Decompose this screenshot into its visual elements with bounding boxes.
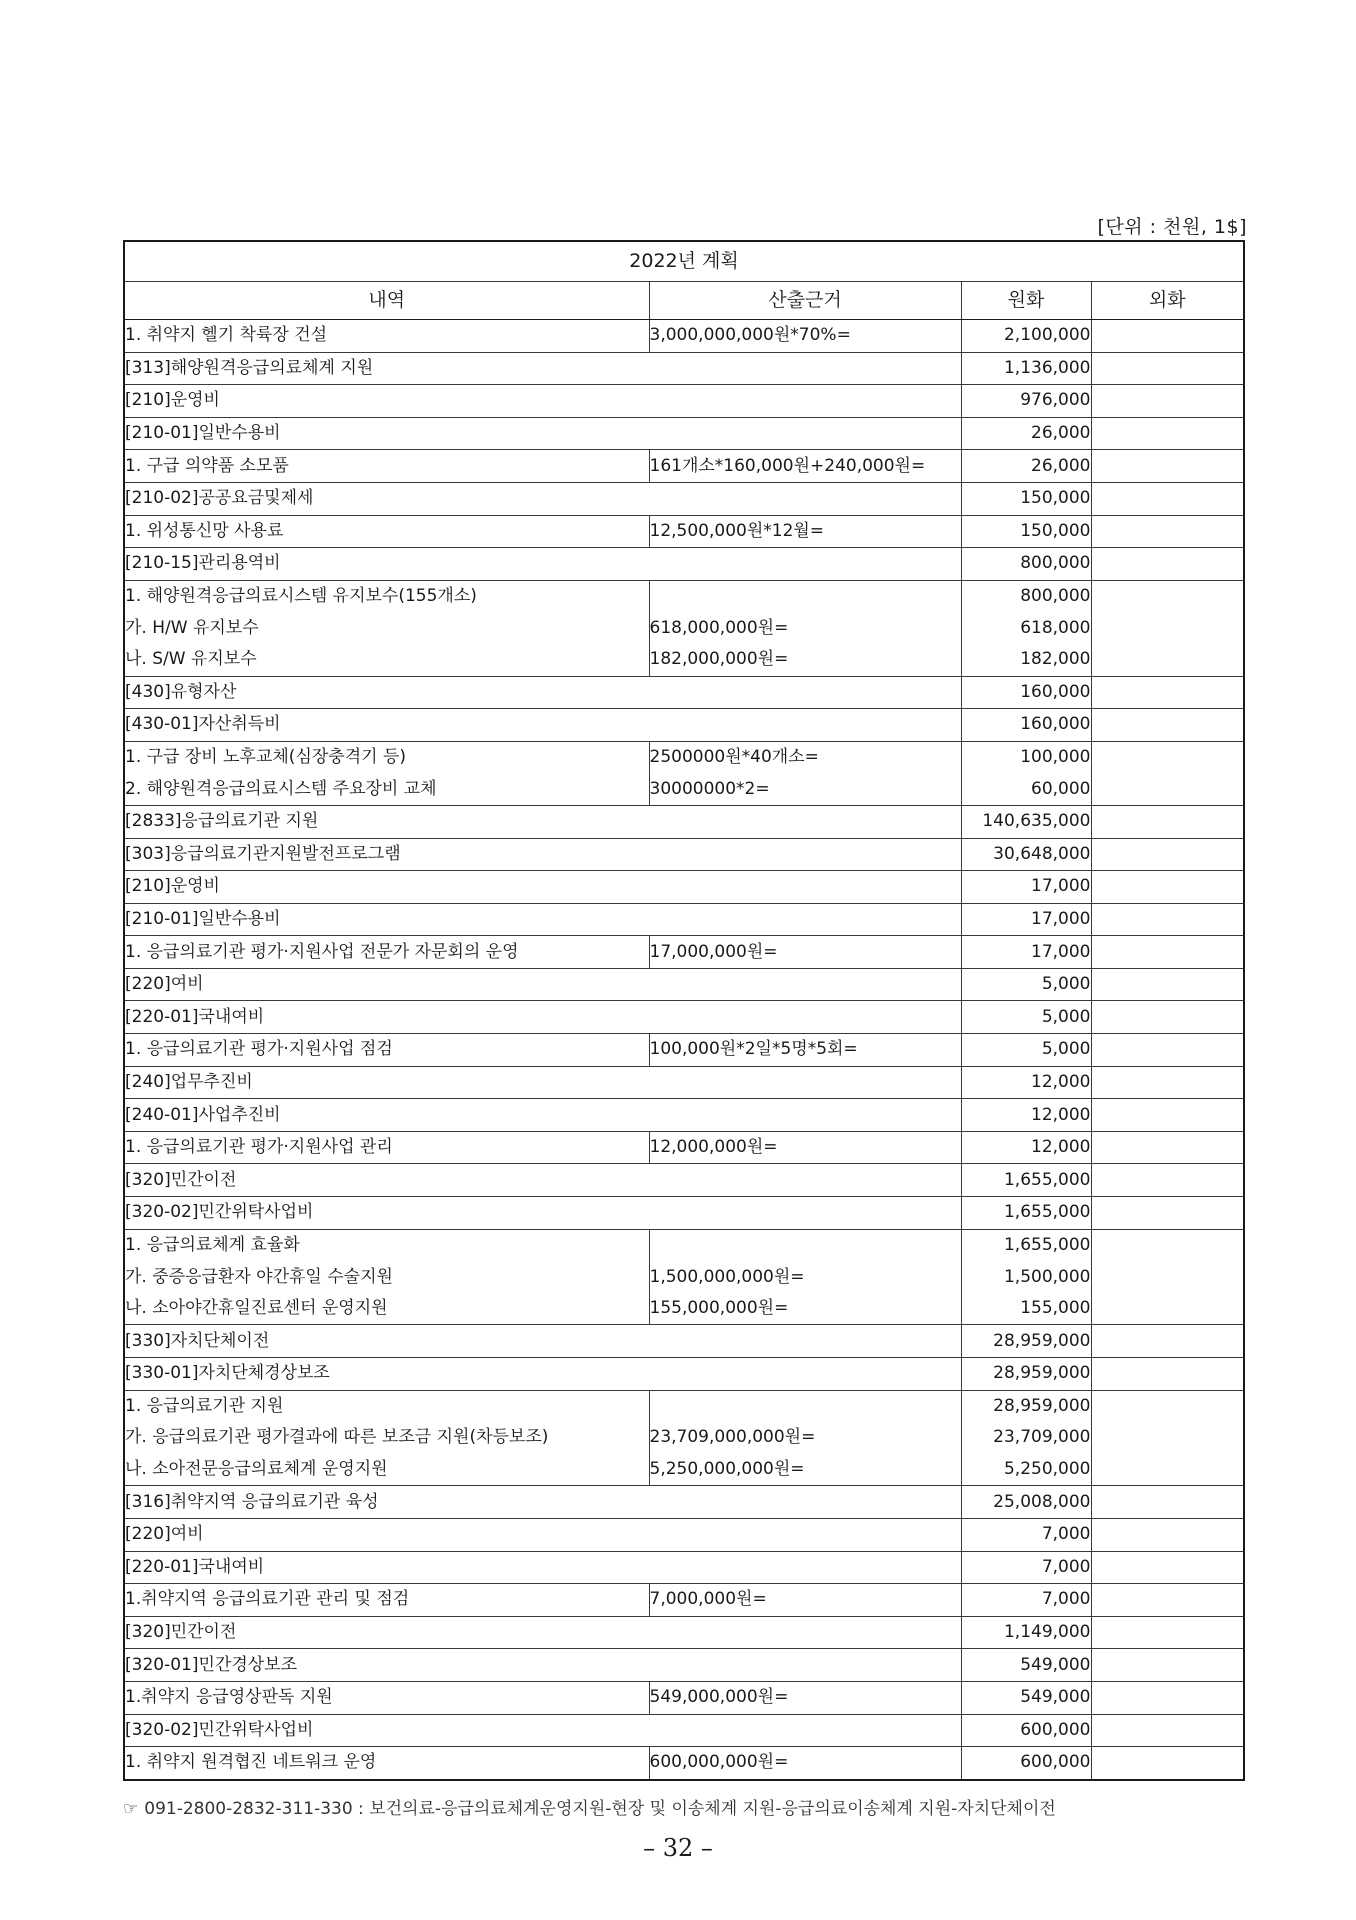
table-row (124, 1486, 1244, 1519)
cell-basis: 30000000*2= (649, 773, 961, 805)
cell-krw: 25,008,000 (961, 1486, 1091, 1519)
cell-krw: 26,000 (961, 417, 1091, 450)
header-krw: 원화 (961, 282, 1091, 320)
cell-krw: 23,709,000 (961, 1422, 1091, 1454)
cell-foreign (1091, 1164, 1244, 1197)
table-row (124, 320, 1244, 353)
cell-krw: 1,149,000 (961, 1616, 1091, 1649)
cell-krw: 7,000 (961, 1584, 1091, 1617)
cell-basis: 549,000,000원= (649, 1681, 961, 1714)
cell-desc: 가. 중증응급환자 야간휴일 수술지원 (124, 1261, 649, 1293)
cell-krw: 12,000 (961, 1099, 1091, 1132)
budget-table-body (124, 320, 1244, 1780)
cell-krw: 26,000 (961, 450, 1091, 483)
table-row (124, 741, 1244, 773)
cell-desc: [303]응급의료기관지원발전프로그램 (124, 838, 961, 871)
cell-desc: [330]자치단체이전 (124, 1325, 961, 1358)
cell-foreign (1091, 1358, 1244, 1391)
cell-desc: [220]여비 (124, 968, 961, 1001)
cell-krw: 600,000 (961, 1747, 1091, 1780)
cell-foreign (1091, 1261, 1244, 1293)
cell-desc: [220-01]국내여비 (124, 1551, 961, 1584)
cell-krw: 17,000 (961, 936, 1091, 969)
cell-krw: 155,000 (961, 1293, 1091, 1325)
table-row (124, 1099, 1244, 1132)
table-row (124, 1325, 1244, 1358)
cell-basis: 3,000,000,000원*70%= (649, 320, 961, 353)
cell-basis (649, 580, 961, 612)
table-row (124, 805, 1244, 838)
cell-foreign (1091, 1486, 1244, 1519)
header-basis: 산출근거 (649, 282, 961, 320)
cell-foreign (1091, 1229, 1244, 1261)
cell-basis (649, 1229, 961, 1261)
cell-desc: [240]업무추진비 (124, 1066, 961, 1099)
cell-krw: 1,655,000 (961, 1197, 1091, 1230)
cell-foreign (1091, 644, 1244, 676)
cell-foreign (1091, 1584, 1244, 1617)
cell-desc: 1. 구급 의약품 소모품 (124, 450, 649, 483)
table-row (124, 1454, 1244, 1486)
cell-desc: 가. 응급의료기관 평가결과에 따른 보조금 지원(차등보조) (124, 1422, 649, 1454)
cell-basis: 182,000,000원= (649, 644, 961, 676)
cell-desc: [313]해양원격응급의료체계 지원 (124, 352, 961, 385)
cell-desc: [430-01]자산취득비 (124, 709, 961, 742)
cell-krw: 17,000 (961, 903, 1091, 936)
header-desc: 내역 (124, 282, 649, 320)
cell-foreign (1091, 805, 1244, 838)
cell-basis: 100,000원*2일*5명*5회= (649, 1034, 961, 1067)
table-row (124, 1616, 1244, 1649)
table-row (124, 773, 1244, 805)
cell-foreign (1091, 1649, 1244, 1682)
cell-krw: 800,000 (961, 580, 1091, 612)
table-row (124, 548, 1244, 581)
cell-desc: 1. 취약지 헬기 착륙장 건설 (124, 320, 649, 353)
cell-desc: [220-01]국내여비 (124, 1001, 961, 1034)
cell-foreign (1091, 1518, 1244, 1551)
cell-desc: [320-02]민간위탁사업비 (124, 1197, 961, 1230)
cell-basis: 12,500,000원*12월= (649, 515, 961, 548)
cell-krw: 30,648,000 (961, 838, 1091, 871)
cell-krw: 150,000 (961, 482, 1091, 515)
table-row (124, 482, 1244, 515)
cell-krw: 549,000 (961, 1681, 1091, 1714)
table-row (124, 1714, 1244, 1747)
cell-desc: 1.취약지역 응급의료기관 관리 및 점검 (124, 1584, 649, 1617)
cell-foreign (1091, 580, 1244, 612)
cell-krw: 12,000 (961, 1066, 1091, 1099)
table-row (124, 1390, 1244, 1422)
cell-desc: [320-01]민간경상보조 (124, 1649, 961, 1682)
cell-foreign (1091, 1066, 1244, 1099)
table-row (124, 385, 1244, 418)
table-row (124, 871, 1244, 904)
table-row (124, 1001, 1244, 1034)
cell-foreign (1091, 1099, 1244, 1132)
cell-krw: 5,000 (961, 1001, 1091, 1034)
table-row (124, 1131, 1244, 1164)
cell-krw: 5,000 (961, 1034, 1091, 1067)
cell-desc: [330-01]자치단체경상보조 (124, 1358, 961, 1391)
table-row (124, 450, 1244, 483)
page-number: – 32 – (643, 1834, 713, 1862)
cell-desc: 1. 응급의료기관 평가·지원사업 점검 (124, 1034, 649, 1067)
cell-foreign (1091, 709, 1244, 742)
cell-basis: 2500000원*40개소= (649, 741, 961, 773)
pointing-hand-icon: ☞ (123, 1799, 139, 1819)
cell-desc: 나. 소아야간휴일진료센터 운영지원 (124, 1293, 649, 1325)
cell-desc: 가. H/W 유지보수 (124, 612, 649, 644)
cell-krw: 160,000 (961, 709, 1091, 742)
cell-desc: 1. 취약지 원격협진 네트워크 운영 (124, 1747, 649, 1780)
cell-desc: 1. 응급의료기관 지원 (124, 1390, 649, 1422)
cell-krw: 7,000 (961, 1518, 1091, 1551)
cell-desc: 1. 위성통신망 사용료 (124, 515, 649, 548)
cell-basis: 1,500,000,000원= (649, 1261, 961, 1293)
cell-krw: 160,000 (961, 676, 1091, 709)
cell-foreign (1091, 773, 1244, 805)
cell-desc: [210-15]관리용역비 (124, 548, 961, 581)
cell-krw: 1,136,000 (961, 352, 1091, 385)
cell-krw: 182,000 (961, 644, 1091, 676)
cell-foreign (1091, 1714, 1244, 1747)
cell-krw: 140,635,000 (961, 805, 1091, 838)
cell-foreign (1091, 741, 1244, 773)
table-row (124, 1584, 1244, 1617)
table-row (124, 709, 1244, 742)
cell-krw: 800,000 (961, 548, 1091, 581)
cell-foreign (1091, 1325, 1244, 1358)
cell-krw: 100,000 (961, 741, 1091, 773)
table-row (124, 903, 1244, 936)
cell-foreign (1091, 515, 1244, 548)
table-row (124, 1197, 1244, 1230)
cell-krw: 28,959,000 (961, 1325, 1091, 1358)
cell-krw: 28,959,000 (961, 1390, 1091, 1422)
cell-desc: [210]운영비 (124, 871, 961, 904)
cell-basis: 23,709,000,000원= (649, 1422, 961, 1454)
cell-krw: 976,000 (961, 385, 1091, 418)
cell-krw: 5,000 (961, 968, 1091, 1001)
budget-table (123, 240, 1245, 1781)
cell-foreign (1091, 676, 1244, 709)
table-row (124, 1229, 1244, 1261)
cell-foreign (1091, 1034, 1244, 1067)
cell-foreign (1091, 1293, 1244, 1325)
cell-foreign (1091, 1422, 1244, 1454)
cell-foreign (1091, 482, 1244, 515)
cell-desc: 나. 소아전문응급의료체계 운영지원 (124, 1454, 649, 1486)
cell-krw: 7,000 (961, 1551, 1091, 1584)
cell-foreign (1091, 1454, 1244, 1486)
cell-krw: 60,000 (961, 773, 1091, 805)
table-row (124, 838, 1244, 871)
cell-desc: [210-01]일반수용비 (124, 417, 961, 450)
table-row (124, 676, 1244, 709)
cell-basis: 7,000,000원= (649, 1584, 961, 1617)
cell-basis: 618,000,000원= (649, 612, 961, 644)
cell-desc: 1. 응급의료기관 평가·지원사업 전문가 자문회의 운영 (124, 936, 649, 969)
cell-desc: [320]민간이전 (124, 1164, 961, 1197)
cell-foreign (1091, 903, 1244, 936)
cell-foreign (1091, 1197, 1244, 1230)
cell-krw: 28,959,000 (961, 1358, 1091, 1391)
table-row (124, 1649, 1244, 1682)
cell-desc: 2. 해양원격응급의료시스템 주요장비 교체 (124, 773, 649, 805)
cell-foreign (1091, 450, 1244, 483)
cell-foreign (1091, 838, 1244, 871)
cell-krw: 1,655,000 (961, 1164, 1091, 1197)
cell-basis: 600,000,000원= (649, 1747, 961, 1780)
table-row (124, 352, 1244, 385)
cell-foreign (1091, 1616, 1244, 1649)
cell-desc: 1. 응급의료체계 효율화 (124, 1229, 649, 1261)
cell-krw: 618,000 (961, 612, 1091, 644)
table-row (124, 417, 1244, 450)
cell-desc: [320]민간이전 (124, 1616, 961, 1649)
table-row (124, 1066, 1244, 1099)
cell-krw: 600,000 (961, 1714, 1091, 1747)
cell-foreign (1091, 1551, 1244, 1584)
table-row (124, 644, 1244, 676)
table-row (124, 1681, 1244, 1714)
cell-desc: [320-02]민간위탁사업비 (124, 1714, 961, 1747)
table-row (124, 968, 1244, 1001)
cell-basis: 5,250,000,000원= (649, 1454, 961, 1486)
table-row (124, 1293, 1244, 1325)
cell-desc: [2833]응급의료기관 지원 (124, 805, 961, 838)
cell-krw: 2,100,000 (961, 320, 1091, 353)
cell-basis (649, 1390, 961, 1422)
cell-basis: 155,000,000원= (649, 1293, 961, 1325)
cell-desc: [220]여비 (124, 1518, 961, 1551)
cell-foreign (1091, 1390, 1244, 1422)
footnote-text: 091-2800-2832-311-330 : 보건의료-응급의료체계운영지원-현장 및 이송체계 지원-응급의료이송체계 지원-자치단체이전 (144, 1799, 1056, 1819)
cell-desc: [210-01]일반수용비 (124, 903, 961, 936)
table-title: 2022년 계획 (124, 241, 1244, 282)
cell-krw: 17,000 (961, 871, 1091, 904)
cell-foreign (1091, 968, 1244, 1001)
cell-foreign (1091, 871, 1244, 904)
table-row (124, 1551, 1244, 1584)
cell-foreign (1091, 1681, 1244, 1714)
cell-basis: 161개소*160,000원+240,000원= (649, 450, 961, 483)
table-row (124, 1747, 1244, 1780)
cell-foreign (1091, 385, 1244, 418)
unit-note: [단위 : 천원, 1$] (1097, 216, 1247, 238)
table-row (124, 515, 1244, 548)
cell-foreign (1091, 1131, 1244, 1164)
cell-basis: 17,000,000원= (649, 936, 961, 969)
cell-desc: 1. 구급 장비 노후교체(심장충격기 등) (124, 741, 649, 773)
cell-foreign (1091, 417, 1244, 450)
table-row (124, 1422, 1244, 1454)
cell-desc: [316]취약지역 응급의료기관 육성 (124, 1486, 961, 1519)
cell-desc: [240-01]사업추진비 (124, 1099, 961, 1132)
cell-foreign (1091, 612, 1244, 644)
cell-desc: 1. 응급의료기관 평가·지원사업 관리 (124, 1131, 649, 1164)
cell-foreign (1091, 548, 1244, 581)
cell-basis: 12,000,000원= (649, 1131, 961, 1164)
cell-desc: 나. S/W 유지보수 (124, 644, 649, 676)
table-row (124, 1034, 1244, 1067)
cell-desc: 1.취약지 응급영상판독 지원 (124, 1681, 649, 1714)
cell-foreign (1091, 320, 1244, 353)
cell-foreign (1091, 936, 1244, 969)
cell-desc: [210-02]공공요금및제세 (124, 482, 961, 515)
cell-krw: 12,000 (961, 1131, 1091, 1164)
cell-foreign (1091, 352, 1244, 385)
cell-desc: [430]유형자산 (124, 676, 961, 709)
table-row (124, 936, 1244, 969)
cell-krw: 1,655,000 (961, 1229, 1091, 1261)
cell-foreign (1091, 1001, 1244, 1034)
header-foreign: 외화 (1091, 282, 1244, 320)
cell-krw: 1,500,000 (961, 1261, 1091, 1293)
footnote (123, 1794, 1056, 1819)
table-row (124, 1164, 1244, 1197)
cell-krw: 150,000 (961, 515, 1091, 548)
cell-desc: 1. 해양원격응급의료시스템 유지보수(155개소) (124, 580, 649, 612)
cell-krw: 5,250,000 (961, 1454, 1091, 1486)
table-row (124, 1518, 1244, 1551)
table-row (124, 612, 1244, 644)
table-row (124, 580, 1244, 612)
table-row (124, 1261, 1244, 1293)
cell-krw: 549,000 (961, 1649, 1091, 1682)
cell-desc: [210]운영비 (124, 385, 961, 418)
table-row (124, 1358, 1244, 1391)
cell-foreign (1091, 1747, 1244, 1780)
